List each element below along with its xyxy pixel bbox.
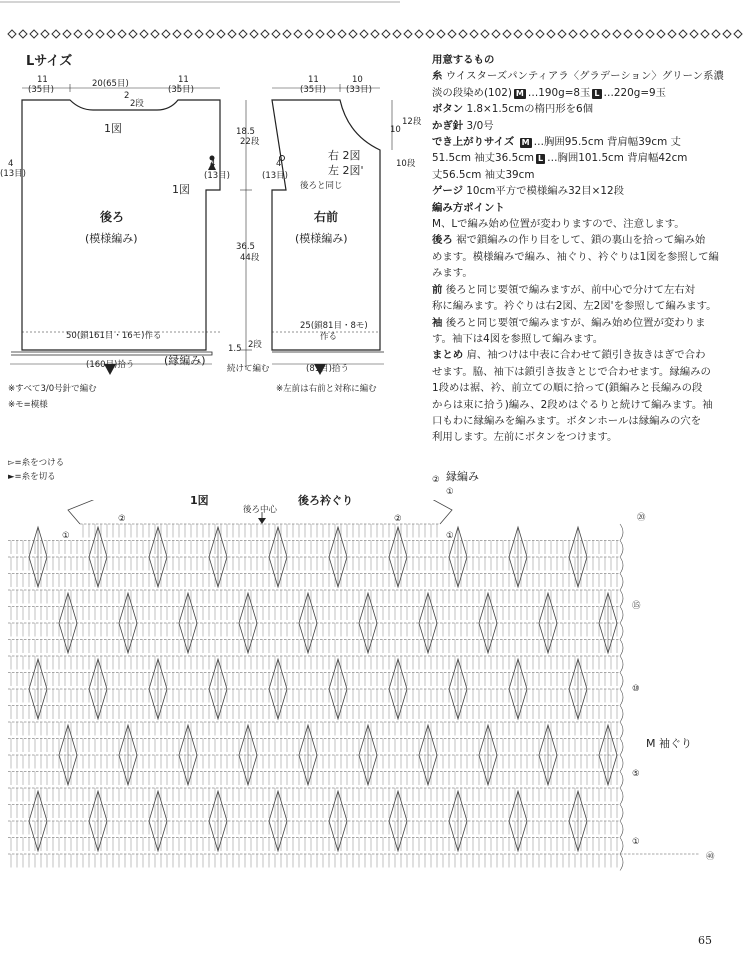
- row-turn: [620, 623, 623, 640]
- instruction-text: 裾で鎖編みの作り目をして、鎖の裏山を拾って編み始: [456, 234, 706, 247]
- front-fig-left: 左 2図': [328, 164, 364, 177]
- instruction-label: でき上がりサイズ: [432, 136, 515, 149]
- border-diamond: [723, 30, 731, 38]
- border-diamond: [360, 30, 368, 38]
- border-diamond: [206, 30, 214, 38]
- border-diamond: [690, 30, 698, 38]
- border-diamond: [382, 30, 390, 38]
- row-turn: [620, 821, 623, 838]
- border-diamond: [338, 30, 346, 38]
- border-diamond: [602, 30, 610, 38]
- border-diamond: [393, 30, 401, 38]
- row-marker-20: ⑳: [637, 513, 646, 523]
- instruction-text: 称に編みます。衿ぐりは右2図、左2図'を参照して編みます。: [432, 300, 717, 313]
- border-diamond: [140, 30, 148, 38]
- instruction-line: [432, 397, 732, 413]
- instruction-line: [432, 282, 732, 298]
- border-diamond: [371, 30, 379, 38]
- instruction-text: 肩、袖つけは中表に合わせて鎖引き抜きはぎで合わ: [466, 349, 706, 362]
- instruction-text: す。袖下は4図を参照して編みます。: [432, 332, 604, 345]
- back-right-side: 4: [210, 159, 216, 169]
- border-diamond: [173, 30, 181, 38]
- row-turn: [620, 689, 623, 706]
- border-diamond: [580, 30, 588, 38]
- front-neck-rows: 12段: [402, 117, 422, 127]
- back-top-left-width: 11: [37, 75, 48, 85]
- front-top-right-sts: (33目): [346, 85, 372, 95]
- back-top-right-sts: (35目): [168, 85, 194, 95]
- back-name: 後ろ: [100, 210, 125, 224]
- instruction-line: [432, 150, 732, 166]
- border-label: 縁編み: [446, 470, 479, 483]
- border-diamond: [217, 30, 225, 38]
- border-diamond: [151, 30, 159, 38]
- instruction-line: [432, 380, 732, 396]
- left-front-note: ※左前は右前と対称に編む: [276, 384, 377, 394]
- instruction-text: 後ろと同じ要領で編みますが、前中心で分けて左右対: [445, 283, 696, 296]
- instruction-line: [432, 315, 732, 331]
- front-cast-on-2: 作る: [320, 332, 338, 342]
- front-top-left-width: 11: [308, 75, 319, 85]
- neck-left-edge: [68, 500, 98, 524]
- back-pattern: (模様編み): [85, 232, 138, 245]
- row-turn: [620, 854, 623, 871]
- border-diamond: [734, 30, 742, 38]
- border-diamond: [30, 30, 38, 38]
- border-diamond: [52, 30, 60, 38]
- border-diamond: [657, 30, 665, 38]
- instruction-label: 袖: [432, 316, 443, 329]
- size-m-badge: M: [515, 88, 524, 98]
- instruction-line: [432, 85, 732, 101]
- border-diamond: [448, 30, 456, 38]
- row-turn: [620, 590, 623, 607]
- instruction-text: 10cm平方で模様編み32目×12段: [466, 185, 625, 198]
- instruction-text: …胸囲95.5cm 背肩幅39cm 丈: [533, 136, 681, 149]
- instruction-line: [432, 347, 732, 363]
- body-cm: 36.5: [236, 242, 255, 252]
- chart-mark-2-top: ②: [432, 475, 440, 485]
- row-turn: [620, 755, 623, 772]
- front-fig-right: 右 2図: [328, 149, 361, 162]
- chart-mark-2-right: ②: [394, 514, 402, 524]
- row-marker-10: ⑩: [632, 684, 640, 694]
- row-turn: [620, 788, 623, 805]
- chart-mark-1-left: ①: [62, 531, 70, 541]
- neck-right-edge: [430, 500, 452, 524]
- border-diamond: [239, 30, 247, 38]
- border-diamond: [437, 30, 445, 38]
- border-diamond: [470, 30, 478, 38]
- border-diamond: [195, 30, 203, 38]
- border-diamond: [679, 30, 687, 38]
- m-armhole-label: M 袖ぐり: [646, 737, 692, 750]
- back-neck-width: 20(65目): [92, 79, 129, 89]
- row-turn: [620, 557, 623, 574]
- row-turn: [620, 524, 623, 541]
- border-diamond: [19, 30, 27, 38]
- instruction-text: M、Lで編み始め位置が変わりますので、注意します。: [432, 218, 685, 231]
- instruction-line: [432, 200, 732, 216]
- instruction-label: 前: [432, 283, 443, 296]
- armhole-cm: 18.5: [236, 127, 255, 137]
- border-rows: 2段: [248, 340, 262, 350]
- border-diamond: [635, 30, 643, 38]
- row-marker-15: ⑮: [632, 601, 641, 611]
- back-top-right-width: 11: [178, 75, 189, 85]
- border-diamond: [184, 30, 192, 38]
- border-diamond: [41, 30, 49, 38]
- border-diamond: [305, 30, 313, 38]
- instruction-text: めます。模様編みで編み、袖ぐり、衿ぐりは1図を参照して編: [432, 250, 719, 263]
- front-neck-cm: 10: [390, 125, 401, 135]
- instruction-line: [432, 249, 732, 265]
- instruction-line: [432, 413, 732, 429]
- instruction-line: [432, 118, 732, 134]
- back-bottom-pickup: (160目)拾う: [86, 360, 135, 370]
- body-rows: 44段: [240, 253, 260, 263]
- schematic-diagram: [0, 70, 430, 400]
- back-left-side-sts: (13目): [0, 169, 26, 179]
- instruction-label: 編み方ポイント: [432, 201, 505, 214]
- instruction-text: 3/0号: [466, 119, 494, 132]
- decorative-border: [0, 0, 750, 46]
- back-outline: [22, 100, 220, 350]
- instruction-line: [432, 216, 732, 232]
- chart-mark-2-left: ②: [118, 514, 126, 524]
- back-cast-on: 50(鎖161目・16モ)作る: [66, 331, 162, 341]
- instruction-line: [432, 331, 732, 347]
- instruction-line: [432, 298, 732, 314]
- instruction-line: [432, 167, 732, 183]
- note-motif: ※モ=模様: [8, 400, 48, 410]
- border-diamond: [129, 30, 137, 38]
- front-top-left-sts: (35目): [300, 85, 326, 95]
- size-m-badge: M: [521, 138, 530, 148]
- instruction-text: 後ろと同じ要領で編みますが、編み始め位置が変わりま: [445, 316, 706, 329]
- instruction-text: せます。脇、袖下は鎖引き抜きとじで合わせます。縁編みの: [432, 365, 711, 378]
- instruction-text: 利用します。左前にボタンをつけます。: [432, 431, 618, 444]
- instruction-text: 淡の段染め(102): [432, 86, 512, 99]
- border-diamond: [261, 30, 269, 38]
- border-diamond: [536, 30, 544, 38]
- instructions-title: 用意するもの: [432, 54, 495, 66]
- size-m-amount: …190g=8玉: [527, 86, 591, 99]
- border-diamond: [569, 30, 577, 38]
- border-diamond: [349, 30, 357, 38]
- border-diamond: [514, 30, 522, 38]
- row-turn: [620, 541, 623, 558]
- border-diamond: [327, 30, 335, 38]
- page-number: 65: [698, 934, 712, 947]
- continue-note: 続けて編む: [227, 364, 270, 374]
- front-pattern: (模様編み): [295, 232, 348, 245]
- border-diamond: [228, 30, 236, 38]
- border-diamond: [712, 30, 720, 38]
- instruction-text: 丈56.5cm 袖丈39cm: [432, 168, 535, 181]
- border-diamond: [272, 30, 280, 38]
- border-diamond: [404, 30, 412, 38]
- front-left-side-sts: (13目): [262, 171, 288, 181]
- front-neck-side-rows: 10段: [396, 159, 416, 169]
- border-diamond: [701, 30, 709, 38]
- front-name: 右前: [314, 210, 339, 224]
- note-needle: ※すべて3/0号針で編む: [8, 384, 97, 394]
- instruction-text: からは束に拾う)編み、2段めはぐるりと続けて編みます。袖: [432, 398, 713, 411]
- row-marker-1: ①: [632, 837, 640, 847]
- border-diamond: [118, 30, 126, 38]
- row-turn: [620, 838, 623, 855]
- border-diamond: [503, 30, 511, 38]
- back-center-arrowhead: [258, 518, 266, 524]
- armhole-rows: 22段: [240, 137, 260, 147]
- instruction-label: 糸: [432, 70, 443, 83]
- front-top-right-width: 10: [352, 75, 363, 85]
- row-turn: [620, 805, 623, 822]
- size-l-amount: …220g=9玉: [603, 86, 667, 99]
- border-diamond: [8, 30, 16, 38]
- chart-section-title: 後ろ衿ぐり: [298, 494, 353, 507]
- back-border: (縁編み): [164, 354, 206, 367]
- border-diamond: [624, 30, 632, 38]
- instruction-text: みます。: [432, 267, 473, 280]
- chart-mark-1-right: ①: [446, 531, 454, 541]
- border-diamond: [591, 30, 599, 38]
- border-diamond: [613, 30, 621, 38]
- instruction-label: ボタン: [432, 103, 464, 116]
- instruction-label: かぎ針: [432, 119, 464, 132]
- back-neck-depth: 2: [124, 91, 130, 101]
- border-diamond: [96, 30, 104, 38]
- size-l-badge: L: [538, 154, 544, 164]
- back-neck-rows: 2段: [130, 99, 144, 109]
- row-turn: [620, 656, 623, 673]
- border-diamond: [316, 30, 324, 38]
- instruction-line: [432, 429, 732, 445]
- border-cm: 1.5: [228, 344, 242, 354]
- front-same-as-back: 後ろと同じ: [300, 181, 343, 191]
- instruction-line: [432, 183, 732, 199]
- border-diamond: [459, 30, 467, 38]
- row-turn: [620, 722, 623, 739]
- row-turn: [620, 739, 623, 756]
- front-outline: [272, 100, 380, 350]
- legend-cut: ►=糸を切る: [8, 472, 56, 482]
- row-marker-40: ㊵: [706, 852, 715, 862]
- instructions-block: [432, 52, 732, 446]
- border-diamond: [74, 30, 82, 38]
- chart-mark-1-top: ①: [446, 487, 454, 497]
- crochet-chart: [0, 500, 750, 900]
- instruction-label: ゲージ: [432, 185, 463, 198]
- border-diamond: [668, 30, 676, 38]
- instruction-text: ウイスターズパンティアラ〈グラデーション〉グリーン系濃: [445, 70, 724, 83]
- border-diamond: [547, 30, 555, 38]
- row-turn: [620, 607, 623, 624]
- border-diamond: [85, 30, 93, 38]
- front-cast-on: 25(鎖81目・8モ): [300, 321, 368, 331]
- row-turn: [620, 673, 623, 690]
- border-diamond: [283, 30, 291, 38]
- border-diamond: [107, 30, 115, 38]
- row-marker-5: ⑤: [632, 769, 640, 779]
- front-bottom-pickup: (81目)拾う: [306, 364, 349, 374]
- border-diamond: [294, 30, 302, 38]
- size-l-badge: L: [594, 88, 600, 98]
- row-turn: [620, 574, 623, 591]
- border-diamond: [492, 30, 500, 38]
- size-title: Lサイズ: [26, 54, 73, 69]
- instruction-line: [432, 134, 732, 150]
- legend-attach: ▻=糸をつける: [8, 458, 65, 468]
- border-diamond: [646, 30, 654, 38]
- back-fig-ref-top: 1図: [104, 122, 122, 135]
- border-diamond: [481, 30, 489, 38]
- border-diamond: [426, 30, 434, 38]
- instruction-text: 51.5cm 袖丈36.5cm: [432, 152, 535, 165]
- instruction-line: [432, 68, 732, 84]
- instruction-text: 1段めは裾、衿、前立ての順に拾って(鎖編みと長編みの段: [432, 382, 703, 395]
- border-diamond: [558, 30, 566, 38]
- border-diamond: [525, 30, 533, 38]
- instruction-text: 口もわに縁編みを編みます。ボタンホールは縁編みの穴を: [432, 414, 702, 427]
- border-diamond: [63, 30, 71, 38]
- instruction-line: [432, 265, 732, 281]
- back-right-side-sts: (13目): [204, 171, 230, 181]
- row-turn: [620, 706, 623, 723]
- back-fig-ref-side: 1図: [172, 183, 190, 196]
- instruction-line: [432, 232, 732, 248]
- row-turn: [620, 640, 623, 657]
- back-center-label: 後ろ中心: [243, 505, 278, 515]
- chart-fig-title: 1図: [190, 494, 209, 507]
- instruction-text: 1.8×1.5cmの楕円形を6個: [466, 103, 594, 116]
- back-left-side: 4: [8, 159, 14, 169]
- back-top-left-sts: (35目): [28, 85, 54, 95]
- row-turn: [620, 772, 623, 789]
- instruction-label: まとめ: [432, 349, 464, 362]
- border-diamond: [162, 30, 170, 38]
- instruction-label: 後ろ: [432, 234, 453, 247]
- border-diamond: [415, 30, 423, 38]
- border-diamond: [250, 30, 258, 38]
- instruction-line: [432, 101, 732, 117]
- instruction-line: [432, 364, 732, 380]
- front-left-side: 4: [276, 159, 282, 169]
- size-l-amount: …胸囲101.5cm 背肩幅42cm: [547, 152, 688, 165]
